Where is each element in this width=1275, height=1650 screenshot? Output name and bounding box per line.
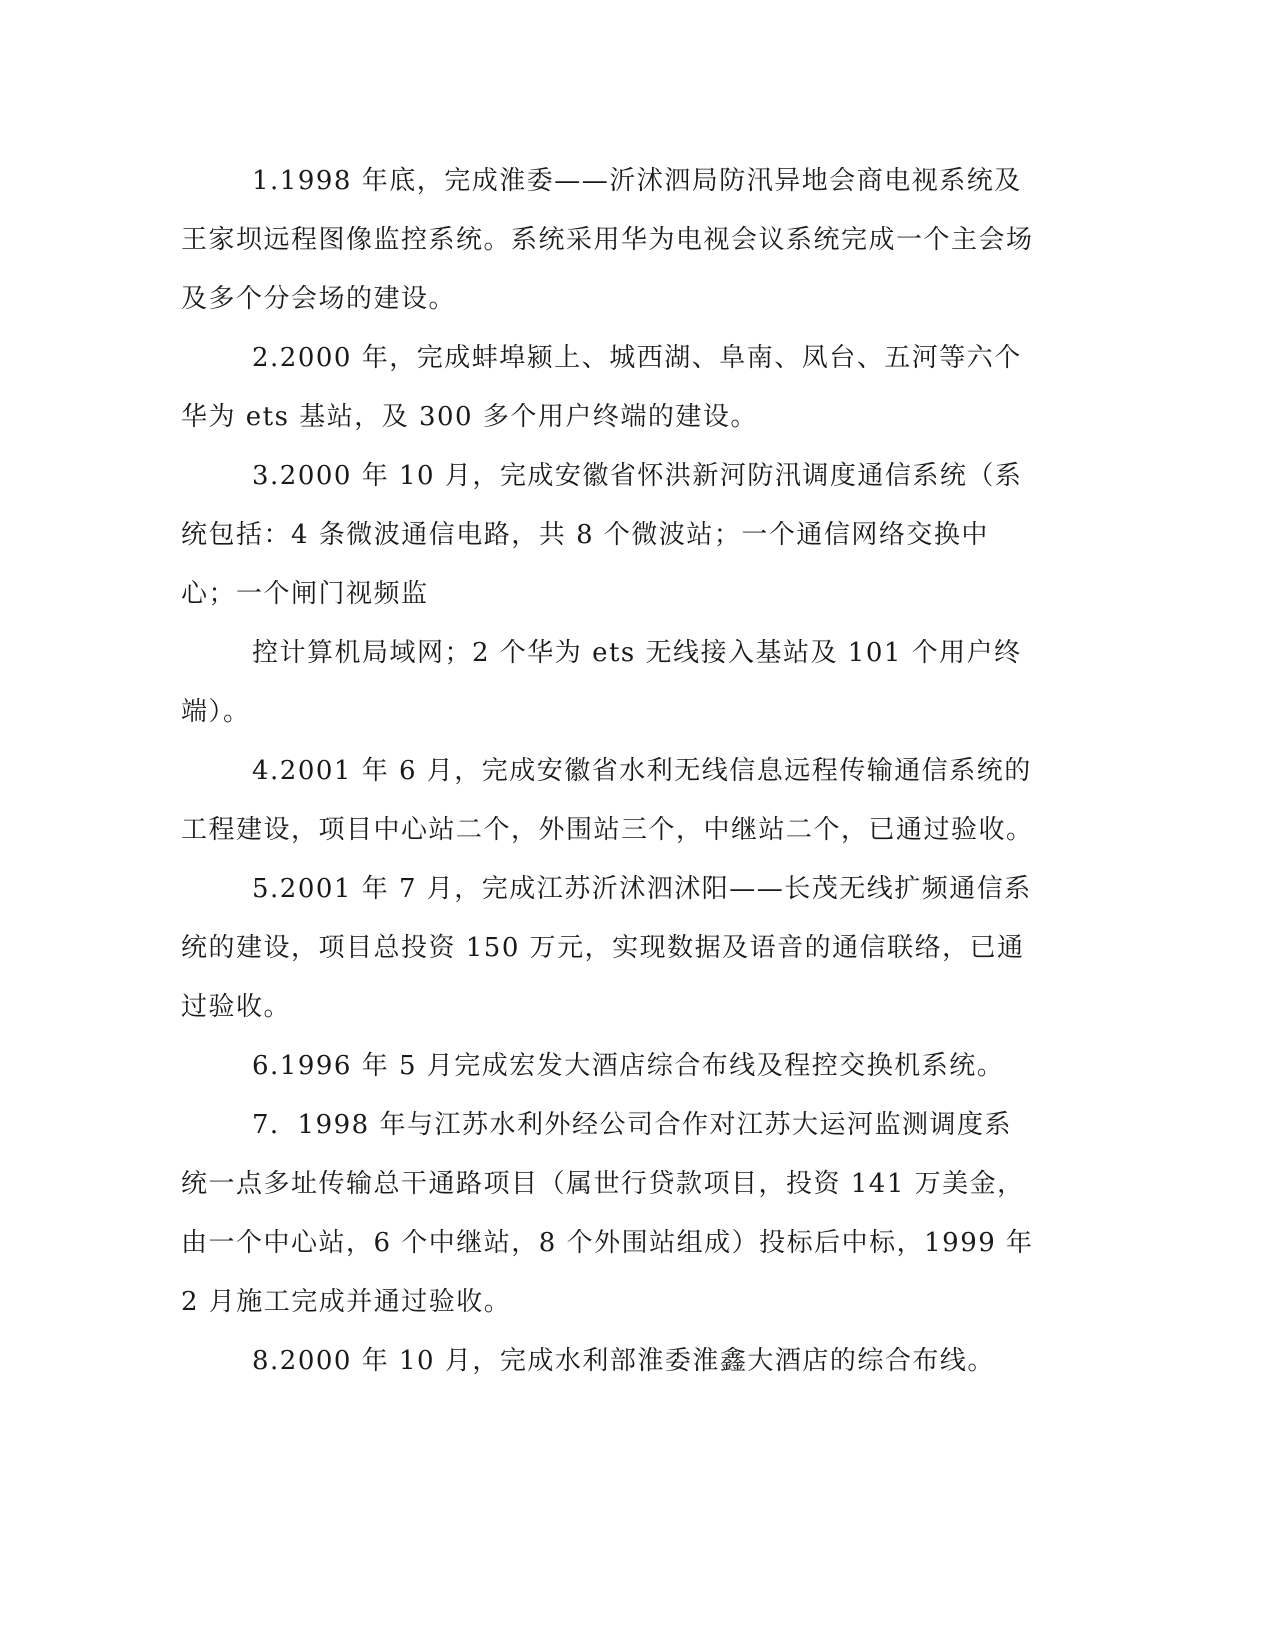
paragraph-6: 6.1996 年 5 月完成宏发大酒店综合布线及程控交换机系统。: [252, 1051, 1005, 1081]
paragraph-8: 8.2000 年 10 月，完成水利部淮委淮鑫大酒店的综合布线。: [252, 1346, 995, 1376]
document-body: [181, 152, 1036, 1391]
paragraph-1: 1.1998 年底，完成淮委——沂沭泗局防汛异地会商电视系统及王家坝远程图像监控系统。系统采用华为电视会议系统完成一个主会场及多个分会场的建设。: [181, 166, 1034, 314]
paragraph-3: 3.2000 年 10 月，完成安徽省怀洪新河防汛调度通信系统（系统包括：4 条微波通信电路，共 8 个微波站；一个通信网络交换中心；一个闸门视频监: [181, 461, 1023, 609]
paragraph-7: 7．1998 年与江苏水利外经公司合作对江苏大运河监测调度系统一点多址传输总干通路项目（属世行贷款项目，投资 141 万美金，由一个中心站，6 个中继站，8 个外围站组成）投标后中标，1999 年 2 月施工完成并通过验收。: [181, 1110, 1034, 1317]
paragraph-5: 5.2001 年 7 月，完成江苏沂沭泗沭阳——长茂无线扩频通信系统的建设，项目总投资 150 万元，实现数据及语音的通信联络，已通过验收。: [181, 874, 1032, 1022]
paragraph-3-continued: 控计算机局域网；2 个华为 ets 无线接入基站及 101 个用户终端）。: [181, 638, 1022, 727]
paragraph-2: 2.2000 年，完成蚌埠颍上、城西湖、阜南、凤台、五河等六个华为 ets 基站，及 300 多个用户终端的建设。: [181, 343, 1022, 432]
paragraph-4: 4.2001 年 6 月，完成安徽省水利无线信息远程传输通信系统的工程建设，项目中心站二个，外围站三个，中继站二个，已通过验收。: [181, 756, 1034, 845]
